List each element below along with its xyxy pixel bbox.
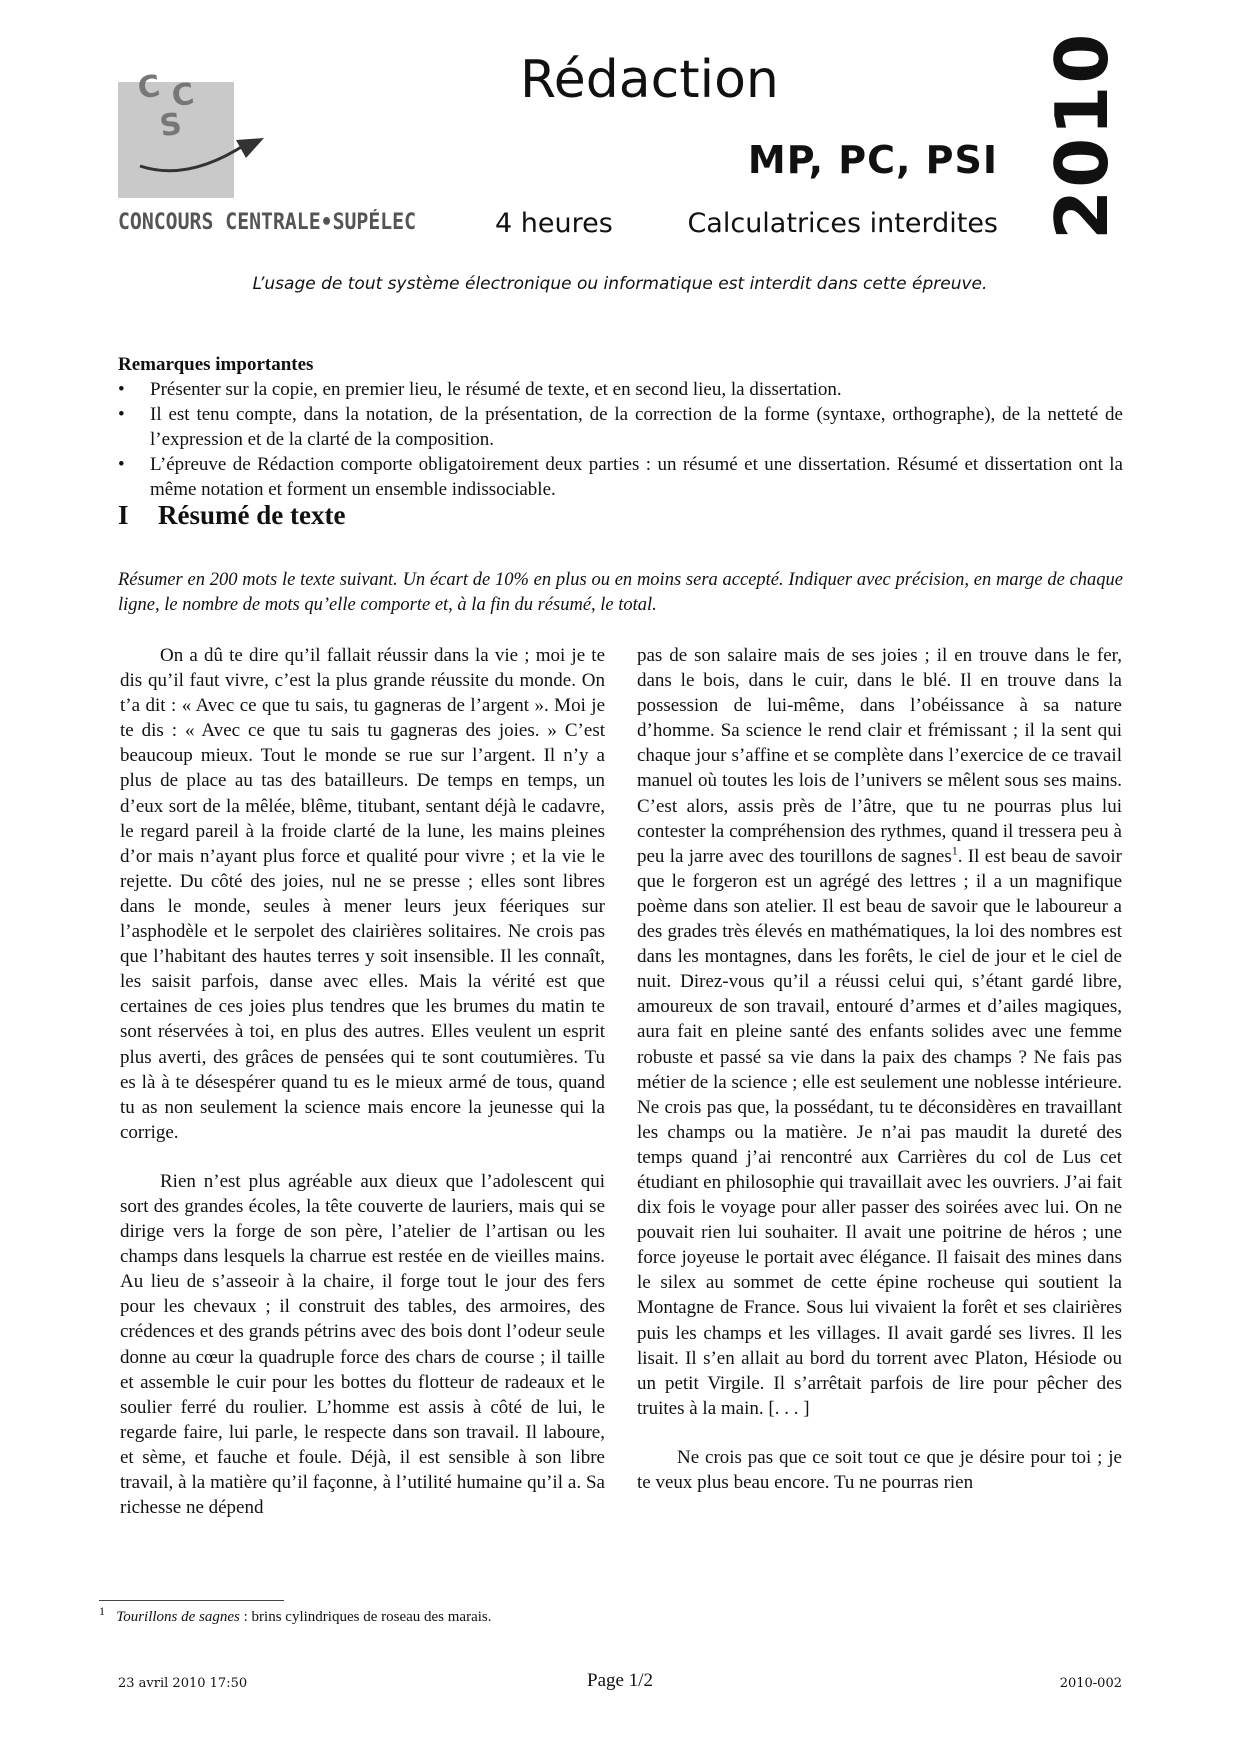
text-column-right: [637, 643, 1122, 1495]
remarks: [118, 352, 1123, 502]
footnote-definition: : brins cylindriques de roseau des marais.: [239, 1609, 492, 1625]
remark-item: • Présenter sur la copie, en premier lieu, le résumé de texte, et en second lieu, la dissertation.: [118, 377, 1123, 402]
duration: 4 heures: [495, 208, 613, 239]
paragraph-part: pas de son salaire mais de ses joies ; il en trouve dans le fer, dans le bois, dans le cuir, dans le blé. Il en trouve dans la possession de lui-même, dans l’obéissance à sa nature d’homme. Sa science le rend clair et frémissant ; il la sent qui chaque jour s’affine et se complète dans l’exercice de ce travail manuel où toutes les lois de l’univers se mêlent sous ses mains. C’est alors, assis près de l’âtre, que tu ne pourras plus lui contester la compréhension des rythmes, quand il tressera peu à peu la jarre avec des tourillons de sagnes: [637, 645, 1122, 867]
logo-arrow-icon: [118, 82, 278, 198]
instructions: Résumer en 200 mots le texte suivant. Un écart de 10% en plus ou en moins sera accepté. Indiquer avec précision, en marge de chaque ligne, le nombre de mots qu’elle comporte et, à la fin du résumé, le total.: [118, 570, 1123, 615]
logo: [118, 68, 234, 198]
paragraph: Ne crois pas que ce soit tout ce que je désire pour toi ; je te veux plus beau encore. Tu ne pourras rien: [637, 1446, 1122, 1493]
logo-letter-s: S: [157, 106, 184, 145]
document-code: 2010-002: [1059, 1676, 1122, 1691]
year: 2010: [1040, 31, 1124, 240]
section-title: [118, 500, 345, 531]
footnote-mark: 1: [951, 843, 958, 858]
filieres: MP, PC, PSI: [747, 138, 998, 182]
section-number: I: [118, 500, 129, 530]
contest-name: CONCOURS CENTRALE•SUPÉLEC: [118, 210, 417, 235]
paragraph: On a dû te dire qu’il fallait réussir dans la vie ; moi je te dis qu’il faut vivre, c’est la plus grande réussite du monde. On t’a dit : « Avec ce que tu sais, tu gagneras de l’argent ». Moi je te dis : « Avec ce que tu sais tu gagneras des joies. » C’est beaucoup mieux. Tout le monde se rue sur l’argent. Il n’y a plus de place au tas des batailleurs. De temps en temps, un d’eux sort de la mêlée, blême, titubant, sentant déjà le cadavre, le regard pareil à la froide clarté de la lune, les mains pleines d’or mais n’ayant plus force et qualité pour vivre ; et la vie le rejette. Du côté des joies, nul ne se presse ; elles sont libres dans le monde, seules à mener leurs jeux féeriques sur l’asphodèle et le serpolet des clairières solitaires. Ne crois pas que l’habitant des hautes terres y soit insensible. Il les connaît, les saisit parfois, danse avec elles. Mais la vérité est que certaines de ces joies plus tendres que les brumes du matin te sont réservées à toi, en plus des autres. Elles veulent un esprit plus averti, des grâces de pensées qui te sont coutumières. Tu es là à te désespérer quand tu es le mieux armé de tous, quand tu as non seulement la science mais encore la jeunesse qui la corrige.: [120, 645, 605, 1143]
text-column-left: [120, 643, 605, 1520]
logo-letter-c2: C: [169, 76, 197, 115]
footnote: [99, 1604, 492, 1626]
paragraph-part: . Il est beau de savoir que le forgeron est un agrégé des lettres ; il a un magnifique poème dans son atelier. Il est beau de savoir que le laboureur a des grades très élevés en mathématiques, la loi des nombres est dans les montagnes, dans les forêts, le ciel de jour et le ciel de nuit. Direz-vous qu’il a réussi celui qui, s’étant gardé libre, amoureux de son travail, entouré d’armes et d’ailes magiques, aura fait en pleine santé des enfants solides avec une femme robuste et passé sa vie dans la paix des champs ? Ne fais pas métier de la science ; elle est seulement une noblesse intérieure. Ne crois pas que, la possédant, tu te déconsidères en travaillant les champs ou la matière. Je n’ai pas maudit la dureté des temps quand j’ai rencontré aux Carrières du col de Lus cet étudiant en philosophie qui travaillait avec les ouvriers. J’ai fait dix fois le voyage pour aller passer des soirées avec lui. On ne pouvait rien lui souhaiter. Il avait une poitrine de héros ; une force joyeuse le portait avec élégance. Il faisait des mines dans le silex au sommet de cette épine rocheuse qui soutient la Montagne de France. Sous lui vivaient la forêt et ses clairières puis les champs et les villages. Il avait gardé ses livres. Il les lisait. Il s’en allait au bord du torrent avec Platon, Hésiode ou un petit Virgile. Il s’arrêtait parfois de lire pour pêcher des truites à la main. [. . . ]: [637, 845, 1122, 1419]
remarks-list: [118, 377, 1123, 502]
logo-letter-c1: C: [135, 68, 163, 107]
page-number: Page 1/2: [587, 1670, 653, 1691]
footnote-number: 1: [99, 1604, 105, 1618]
remark-item: • L’épreuve de Rédaction comporte obligatoirement deux parties : un résumé et une dissertation. Résumé et dissertation ont la même notation et forment un ensemble indissociable.: [118, 452, 1123, 502]
section-title-text: Résumé de texte: [158, 500, 346, 530]
page-title: Rédaction: [520, 50, 779, 110]
remarks-title: Remarques importantes: [118, 354, 314, 375]
paragraph: [637, 643, 1122, 1421]
footnote-term: Tourillons de sagnes: [116, 1609, 240, 1625]
footnote-rule: [99, 1600, 284, 1601]
paragraph: Rien n’est plus agréable aux dieux que l’adolescent qui sort des grandes écoles, la tête couverte de lauriers, mais qui se dirige vers la forge de son père, l’atelier de l’artisan ou les champs dans lesquels la charrue est restée en de vieilles mains. Au lieu de s’asseoir à la chaire, il forge tout le jour des fers pour les chevaux ; il construit des tables, des armoires, des crédences et des grands pétrins avec des bois dont l’odeur seule donne au cœur la quadruple force des chars de course ; il taille et assemble le cuir pour les bottes du flotteur de radeaux et le soulier ferré du roulier. L’homme est assis à côté de lui, le regarde faire, lui parle, le respecte dans son travail. Il laboure, et sème, et fauche et foule. Déjà, il est sensible à son libre travail, à la matière qu’il façonne, à l’utilité humaine qu’il a. Sa richesse ne dépend: [120, 1170, 605, 1519]
footer-date: 23 avril 2010 17:50: [118, 1676, 248, 1691]
electronics-warning: L’usage de tout système électronique ou informatique est interdit dans cette épreuve.: [252, 274, 988, 294]
calculators-note: Calculatrices interdites: [687, 208, 998, 239]
remark-item: • Il est tenu compte, dans la notation, de la présentation, de la correction de la forme (syntaxe, orthographe), de la netteté de l’expression et de la clarté de la composition.: [118, 402, 1123, 452]
